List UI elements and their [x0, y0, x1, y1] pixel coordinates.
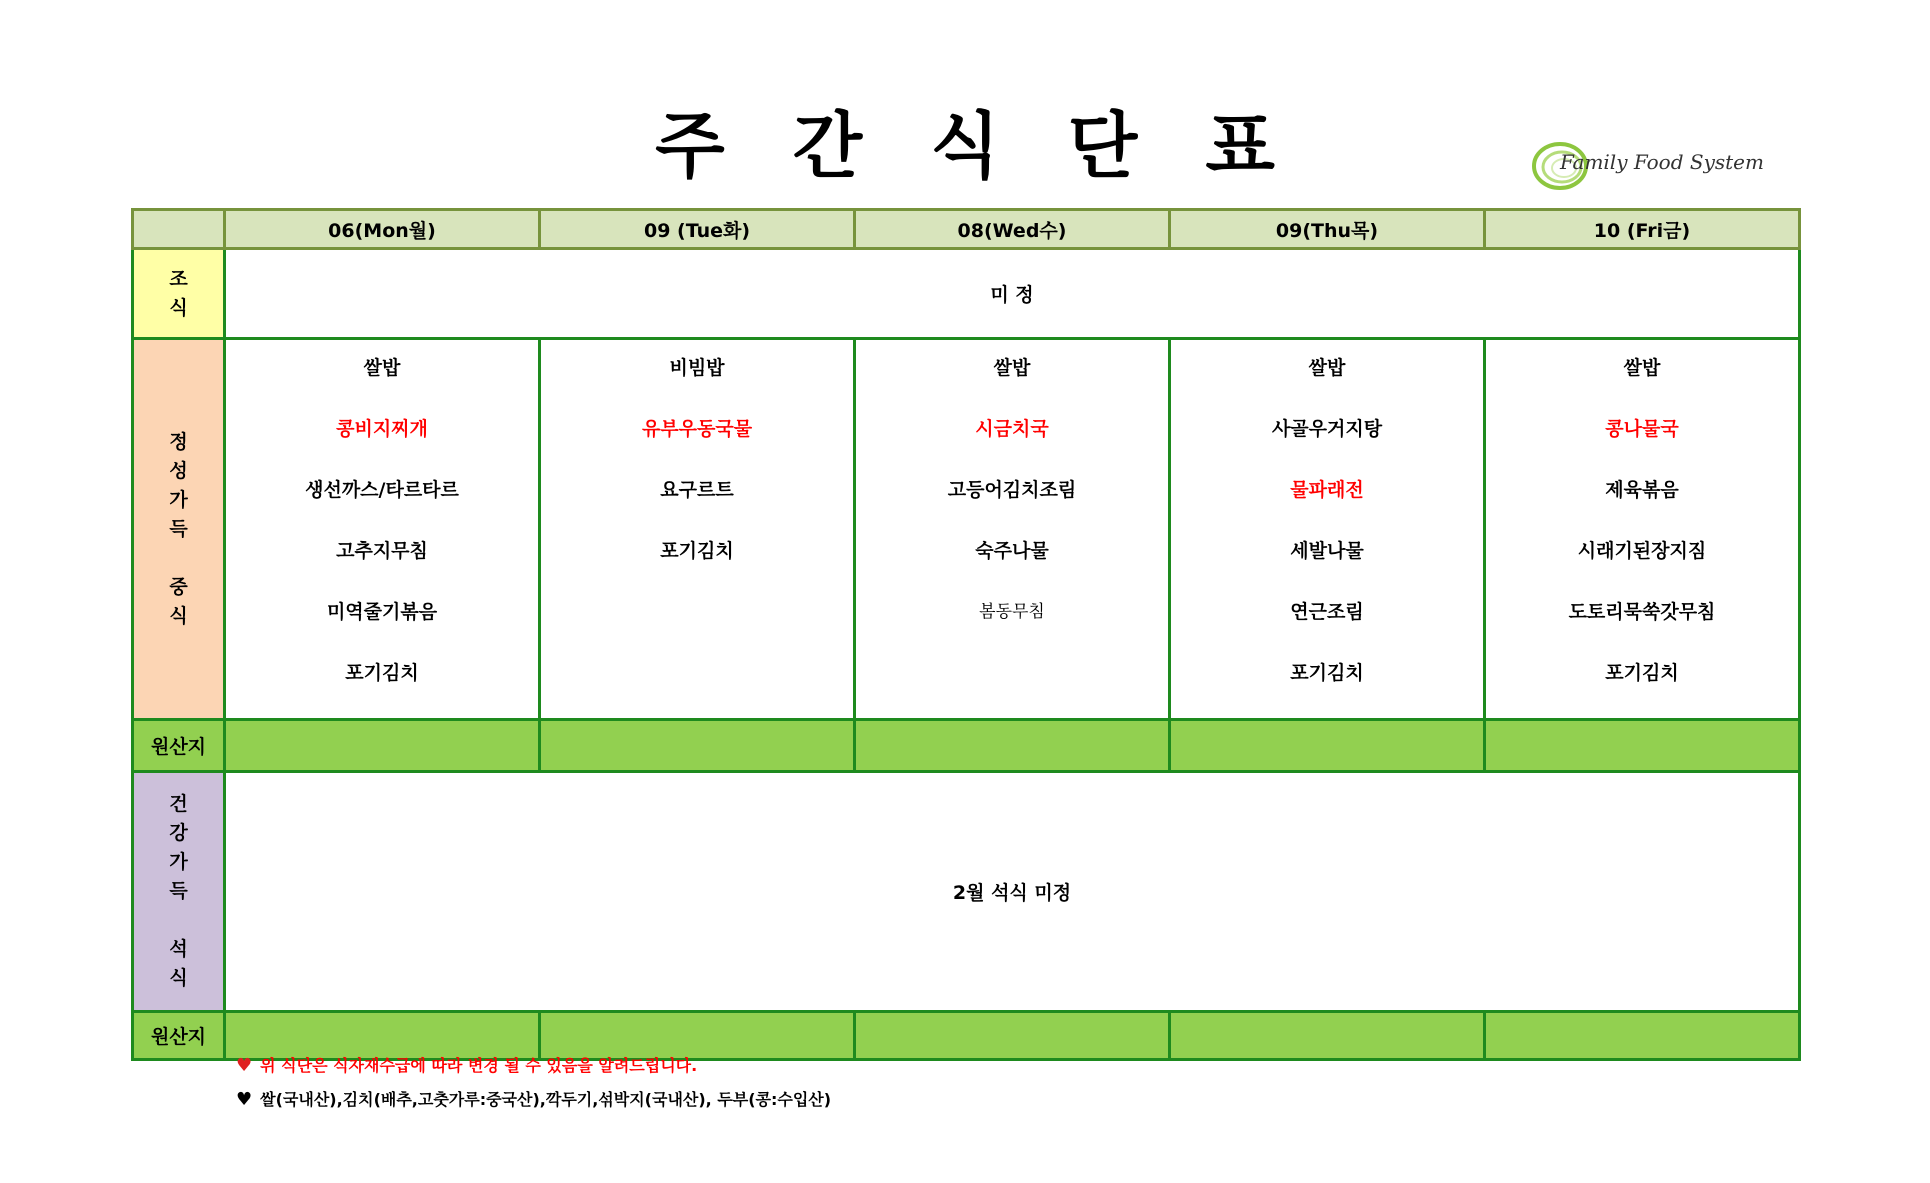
dish-item: 콩비지찌개	[336, 418, 428, 440]
origin-cell	[225, 720, 540, 772]
header-row	[133, 210, 1800, 249]
lunch-label-text: 정 성 가 득 중 식	[169, 430, 188, 627]
dish-item: 유부우동국물	[641, 418, 753, 440]
dish-item: 시금치국	[975, 418, 1049, 440]
dinner-row	[133, 772, 1800, 1012]
day-header: 09(Thu목)	[1170, 210, 1485, 249]
breakfast-label-text: 조 식	[169, 267, 188, 319]
dish-item: 고추지무침	[336, 540, 428, 562]
dish-item: 포기김치	[345, 662, 419, 684]
origin-cell	[1485, 1012, 1800, 1060]
title-char: 주	[655, 104, 725, 188]
dish-item: 포기김치	[660, 540, 734, 562]
title-char: 식	[930, 104, 1000, 188]
dish-item: 제육볶음	[1605, 479, 1679, 501]
note-item	[236, 1086, 831, 1120]
dish-item: 쌀밥	[993, 357, 1031, 379]
dish-item: 생선까스/타르타르	[305, 479, 459, 501]
dish-item: 사골우거지탕	[1271, 418, 1383, 440]
lunch-origin-row	[133, 720, 1800, 772]
dinner-label-text: 건 강 가 득 석 식	[169, 793, 188, 989]
dish-item: 쌀밥	[363, 357, 401, 379]
dinner-content: 2월 석식 미정	[225, 772, 1800, 1012]
dish-item: 세발나물	[1290, 540, 1364, 562]
dish-item: 봄동무침	[979, 602, 1045, 622]
brand-logo	[1530, 140, 1786, 192]
breakfast-row	[133, 249, 1800, 339]
dish-item: 숙주나물	[975, 540, 1049, 562]
dish-item: 미역줄기볶음	[326, 601, 438, 623]
lunch-menu-cell	[855, 339, 1170, 720]
dish-item: 포기김치	[1605, 662, 1679, 684]
dish-item: 연근조림	[1290, 601, 1364, 623]
dish-item: 비빔밥	[669, 357, 725, 379]
dish-item: 고등어김치조림	[947, 479, 1077, 501]
origin-cell	[855, 1012, 1170, 1060]
dish-item: 콩나물국	[1605, 418, 1679, 440]
origin-cell	[1170, 720, 1485, 772]
lunch-menu-cell	[225, 339, 540, 720]
breakfast-content: 미 정	[225, 249, 1800, 339]
lunch-menu-cell	[1170, 339, 1485, 720]
origin-cell	[540, 720, 855, 772]
dish-item: 시래기된장지짐	[1577, 540, 1707, 562]
title-char: 단	[1067, 104, 1138, 188]
day-header: 06(Mon월)	[225, 210, 540, 249]
dish-item: 포기김치	[1290, 662, 1364, 684]
notes	[236, 1052, 831, 1120]
lunch-label	[133, 339, 225, 720]
origin-cell	[1170, 1012, 1485, 1060]
dish-item: 쌀밥	[1623, 357, 1661, 379]
day-header: 10 (Fri금)	[1485, 210, 1800, 249]
dish-item: 요구르트	[660, 479, 734, 501]
day-header: 09 (Tue화)	[540, 210, 855, 249]
note-text: 위 식단은 식자재수급에 따라 변경 될 수 있음을 알려드립니다.	[260, 1056, 698, 1075]
logo-text: Family Food System	[1560, 150, 1764, 174]
origin-label: 원산지	[133, 720, 225, 772]
origin-label: 원산지	[133, 1012, 225, 1060]
title-char: 표	[1205, 104, 1275, 188]
origin-cell	[1485, 720, 1800, 772]
day-header: 08(Wed수)	[855, 210, 1170, 249]
heart-icon: ♥	[236, 1089, 253, 1110]
note-text: 쌀(국내산),김치(배추,고춧가루:중국산),깍두기,섞박지(국내산), 두부(콩:수입산)	[260, 1090, 832, 1109]
weekly-menu-table	[131, 208, 1801, 1061]
origin-cell	[855, 720, 1170, 772]
note-item	[236, 1052, 831, 1086]
heart-icon: ♥	[236, 1055, 253, 1076]
dish-item: 쌀밥	[1308, 357, 1346, 379]
lunch-row	[133, 339, 1800, 720]
dish-item: 물파래전	[1290, 479, 1364, 501]
header-corner	[133, 210, 225, 249]
title-char: 간	[792, 104, 863, 188]
breakfast-label	[133, 249, 225, 339]
lunch-menu-cell	[1485, 339, 1800, 720]
lunch-menu-cell	[540, 339, 855, 720]
dinner-label	[133, 772, 225, 1012]
dish-item: 도토리묵쑥갓무침	[1568, 601, 1716, 623]
